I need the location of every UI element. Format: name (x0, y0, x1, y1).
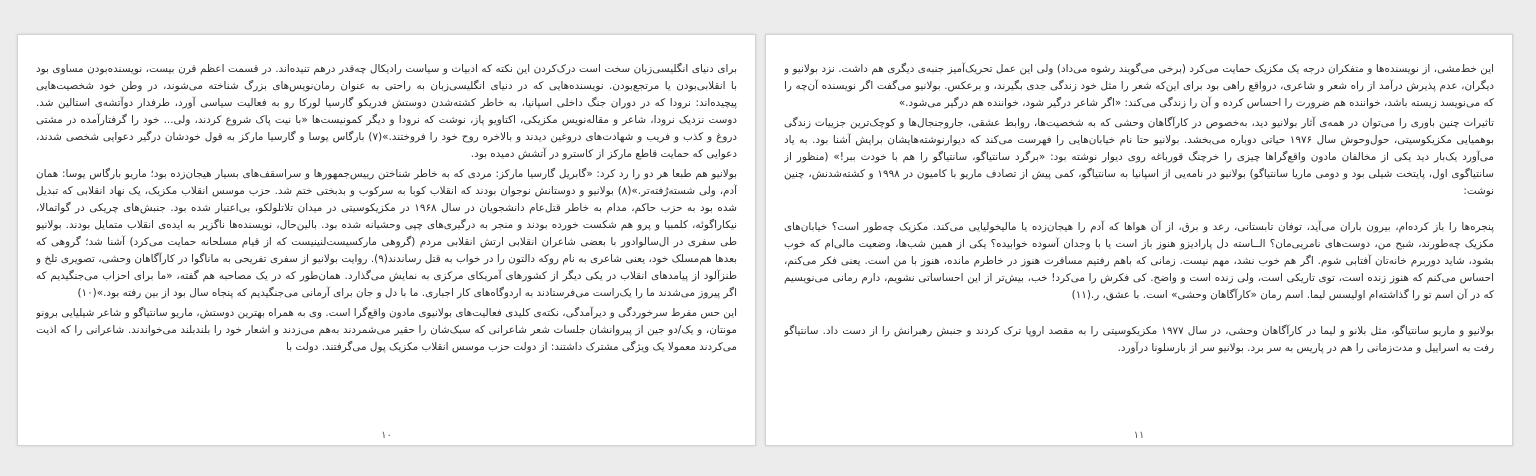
page-number: ۱۱ (1133, 430, 1145, 441)
page-left-text (36, 61, 737, 411)
paragraph: این خط‌مشی، از نویسنده‌ها و متفکران درجه یک مکزیک حمایت می‌کرد (برخی می‌گویند رشوه می‌داد) ولی این عمل تحریک‌آمیز جنبه‌ی دیگری هم داشت. نزد بولانیو و دیگران، عدم پذیرش درآمد از راه شعر و شاعری، درواقع راهی بود برای این‌که شعر را مثل خود زندگی جدی بگیرند، و برعکس. بولانیو می‌گفت اگر نویسنده آن‌چه را که می‌نویسد زیسته باشد، خواننده هم ضرورت را احساس کرده و آن را زندگی می‌کند: «اگر شاعر درگیر شود، خواننده هم درگیر می‌شود.» (784, 63, 1494, 109)
page-left (17, 34, 756, 446)
page-right-text (784, 61, 1494, 411)
paragraph: بولانیو هم طبعا هر دو را رد کرد: «گابریل گارسیا مارکز: مردی که به خاطر شناختن رییس‌جمهورها و سراسقف‌های بسیار هیجان‌زده بود؛ ماریو بارگاس یوسا: همان آدم، ولی شسته‌رُفته‌تر.»(۸) بولانیو و دوستانش نوجوان بودند که انقلاب کوبا به سرکوب و بدبختی ختم شد. حزب موسس انقلاب مکزیک، یک نهاد انقلابی که تبدیل شده بود به حزب حاکم، مدام به خاطر قتل‌عام دانشجویان در سال ۱۹۶۸ در مکزیکوسیتی در میدان تلاتلولکو، بی‌اعتبار شده بود. جنبش‌های چریکی در گواتمالا، نیکاراگوئه، کلمبیا و پرو هم شکست خورده بودند و منجر به درگیری‌های چپی وحشیانه شده بود. بالین‌حال، نویسنده‌ها ناگزیر به ایده‌ی انقلاب متمایل بودند. بولانیو طی سفری در ال‌سالوادور با بعضی شاعران انقلابی ارتش انقلابی مردم (گروهی مارکسیست‌لنینیست که از قیام مسلحانه حمایت می‌کرد) آشنا شد؛ گروهی که بعدها هم‌مسلک خود، یعنی شاعری به نام روکه دالتون را در خواب به قتل رساندند(۹). روایت بولانیو از سفری تفریحی به ماناگوا در کارآگاهان وحشی، تصویری تلخ و طنزآلود از پیامدهای انقلاب در یکی دیگر از کشورهای آمریکای مرکزی به نمایش می‌گذارد. همان‌طور که در یک مصاحبه هم گفته، «ما برای احزاب می‌جنگیدیم که اگر پیروز می‌شدند ما را یک‌راست می‌فرستادند به اردوگاه‌های کار اجباری. ما با دل و جان برای آرمانی می‌جنگیدیم که پنجاه سال بود از بین رفته بود.»(۱۰) (36, 168, 737, 299)
paragraph: بولانیو و ماریو سانتیاگو، مثل بلانو و لیما در کارآگاهان وحشی، در سال ۱۹۷۷ مکزیکوسیتی را به مقصد اروپا ترک کردند و جنبش رهبرانش را از دست داد. سانتیاگو رفت به اسراییل و مدت‌زمانی را هم در پاریس به سر برد. بولانیو سر از بارسلونا درآورد. (784, 325, 1494, 354)
quoted-letter: پنجره‌ها را باز کرده‌ام، بیرون باران می‌آید، توفان تابستانی، رعد و برق، از آن هواها که آدم را هیجان‌زده یا مالیخولیایی می‌کند. مکزیک چه‌طور است؟ خیابان‌های مکزیک چه‌طورند، شبح من، دوست‌های نامریی‌مان؟ الــاسته دل پارادیزو هنوز باز است یا با وجدان آسوده خوابیده؟ یکی از همین شب‌ها، وضعیت مالی‌ام که خوب بشود، شاید دوربرم خانه‌تان آفتابی شوم. اگر هم خوب نشد، مهم نیست. زمانی که باهم رفتیم مسافرت هنوز در خاطرم مانده، هنوز با من است. یعنی فکر می‌کنم، احساس می‌کنم که هنوز زنده است، توی تاریکی است، ولی زنده است و واضح. کی فکرش را می‌کرد! خب، بیش‌تر از این احساساتی نشویم، دارم رمانی می‌نویسیم که در آن اسم تو را گذاشته‌ام اولیسس لیما. اسم رمان «کارآگاهان وحشی» است. با عشق، ر.(۱۱) (784, 221, 1494, 301)
paragraph: برای دنیای انگلیسی‌زبان سخت است درک‌کردن این نکته که ادبیات و سیاست رادیکال چه‌قدر درهم تنیده‌اند. در قسمت اعظم قرن بیست، نویسنده‌بودن مساوی بود با انقلابی‌بودن یا مرتجع‌بودن. نویسنده‌هایی که در دنیای انگلیسی‌زبان به راحتی به عنوان رمان‌نویس‌های بزرگ شناخته می‌شوند، در وطن خود شخصیت‌هایی پیچیده‌اند: نرودا که در دوران جنگ داخلی اسپانیا، به خاطر کشته‌شدن دوستش فدریکو گارسیا لورکا رو به فعالیت سیاسی آورد، طرفدار دوآتشه‌ی استالین شد. دوست نزدیک نرودا، شاعر و مقاله‌نویس مکزیکی، اکتاویو پاز، نوشت که نرودا و دیگر کمونیست‌ها «با نیت پاک شروع کردند، ولی... خود را گرفتارآمده در مشتی دروغ و کذب و فریب و شهادت‌های دروغین دیدند و بالاخره روح خود را فروختند.»(۷) بارگاس یوسا و گارسیا مارکز به قول خودشان درگیر دعوایی شخصی شدند، دعوایی که حمایت قاطع مارکز از کاسترو در آتشش دمیده بود. (36, 63, 737, 160)
paragraph: تاثیرات چنین باوری را می‌توان در همه‌ی آثار بولانیو دید، به‌خصوص در کارآگاهان وحشی که به شخصیت‌ها، روابط عشقی، جاروجنجال‌ها و کوچک‌ترین جزییات زندگی بوهمیایی مکزیکوسیتی، حول‌وحوش سال ۱۹۷۶ حیاتی دوباره می‌بخشد. بولانیو حتا نام خیابان‌هایی را فهرست می‌کند که دیوارنوشته‌هایشان برایش آشنا بود. به یاد می‌آورد یک‌بار دید یکی از مخالفان مادون واقع‌گراها چیزی را خرچنگ قورباغه روی دیوار نوشته بود: «برگرد سانتیاگو، سانتیاگو را هم با خودت ببر!» (منظور از سانتیاگوی اول، پایتخت شیلی بود و دومی ماریا سانتیاگو) بولانیو در نامه‌یی از اسپانیا به سانتیاگو، کمی پیش از تصادف ماریو با کامیون در ۱۹۹۸ و کشته‌شدنش، چنین نوشت: (784, 117, 1494, 197)
page-right (765, 34, 1513, 446)
paragraph: این حس مفرط سرخوردگی و دیرآمدگی، نکته‌ی کلیدی فعالیت‌های بولانیوی مادون واقع‌گرا است. وی به همراه بهترین دوستش، ماریو سانتیاگو و شاعر شیلیایی برونو مونتان، و یک/دو جین از پیروانشان جلسات شعر شاعرانی که سبک‌شان را حقیر می‌شمردند به‌هم می‌زدند و اشعار خود را بلندبلند می‌خواندند. شاعرانی را که اذیت می‌کردند معمولا یک ویژگی مشترک داشتند: از دولت حزب موسس انقلاب مکزیک پول می‌گرفتند. دولت با (36, 307, 737, 353)
page-number: ۱۰ (381, 430, 392, 441)
